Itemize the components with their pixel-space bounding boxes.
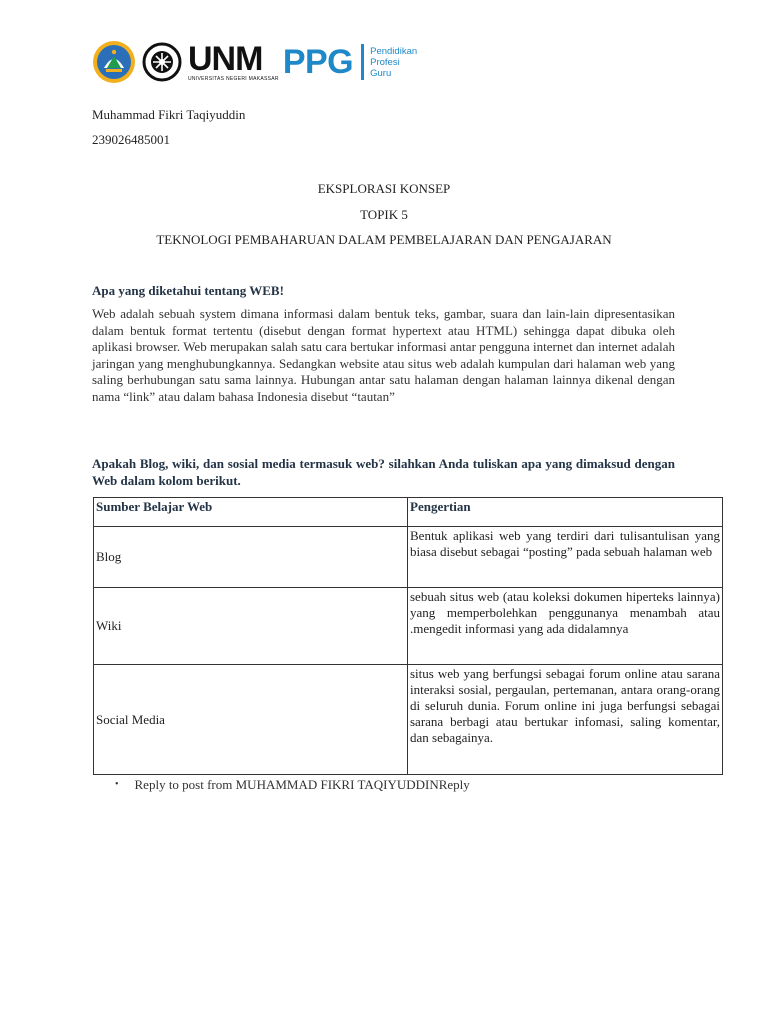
table-cell-name: Social Media [94,665,408,775]
web-sources-table [93,497,723,775]
author-id: 239026485001 [92,132,170,147]
bullet-icon: • [115,779,119,790]
unm-wordmark [188,39,279,82]
section-heading-web: Apa yang diketahui tentang WEB! [92,283,284,298]
table-row [94,527,723,588]
table-cell-definition: sebuah situs web (atau koleksi dokumen hiperteks lainnya) yang memperbolehkan penggunanya menambah atau .mengedit informasi yang ada didalamnya [408,588,723,665]
author-name: Muhammad Fikri Taqiyuddin [92,107,246,122]
title-eksplorasi: EKSPLORASI KONSEP [317,181,451,196]
header-logos [92,38,417,86]
title-topik: TOPIK 5 [360,207,408,222]
ppg-divider [361,44,364,80]
reply-list-item [115,776,470,793]
table-header-row [94,498,723,527]
reply-link[interactable]: Reply to post from MUHAMMAD FIKRI TAQIYUDDINReply [134,777,470,792]
table-cell-name: Wiki [94,588,408,665]
unm-emblem-icon [142,40,182,84]
table-row [94,588,723,665]
unm-subtitle: UNIVERSITAS NEGERI MAKASSAR [188,75,279,82]
ppg-sub-line: Guru [370,67,392,79]
section-body-web: Web adalah sebuah system dimana informasi dalam bentuk teks, gambar, suara dan lain-lain dipresentasikan dalam bentuk format tertentu (disebut dengan format hypertext atau HTML) sehingga dapat dibuka oleh aplikasi browser. Web merupakan salah satu cara bertukar informasi antar pengguna internet dan internet adalah jaringan yang menghubungkannya. Sedangkan website atau situs web adalah kumpulan dari halaman web yang saling berhubungan satu sama lainnya. Hubungan antar satu halaman dengan halaman lainnya dikenal dengan nama “link” atau dalam bahasa Indonesia disebut “tautan” [92,306,675,404]
table-cell-definition: situs web yang berfungsi sebagai forum online atau sarana interaksi sosial, pergaulan, pertemanan, antara orang-orang di seluruh dunia. Forum online ini juga berfungsi sebagai sarana berbagi atau bertukar infomasi, saling komentar, dan sebagainya. [408,665,723,775]
kemdikbud-logo-icon [92,40,136,84]
unm-logo-text: UNM [188,39,263,78]
table-cell-definition: Bentuk aplikasi web yang terdiri dari tulisantulisan yang biasa disebut sebagai “posting” pada sebuah halaman web [408,527,723,588]
table-cell-name: Blog [94,527,408,588]
table-row [94,665,723,775]
table-header-cell: Pengertian [408,498,723,527]
ppg-subtitle [370,46,417,79]
ppg-logo-text: PPG [282,43,354,81]
ppg-sub-line: Pendidikan [370,45,418,57]
section-question: Apakah Blog, wiki, dan sosial media termasuk web? silahkan Anda tuliskan apa yang dimaksud dengan Web dalam kolom berikut. [92,456,675,488]
table-header-cell: Sumber Belajar Web [94,498,408,527]
ppg-sub-line: Profesi [370,56,400,68]
title-teknologi: TEKNOLOGI PEMBAHARUAN DALAM PEMBELAJARAN DAN PENGAJARAN [156,232,612,247]
